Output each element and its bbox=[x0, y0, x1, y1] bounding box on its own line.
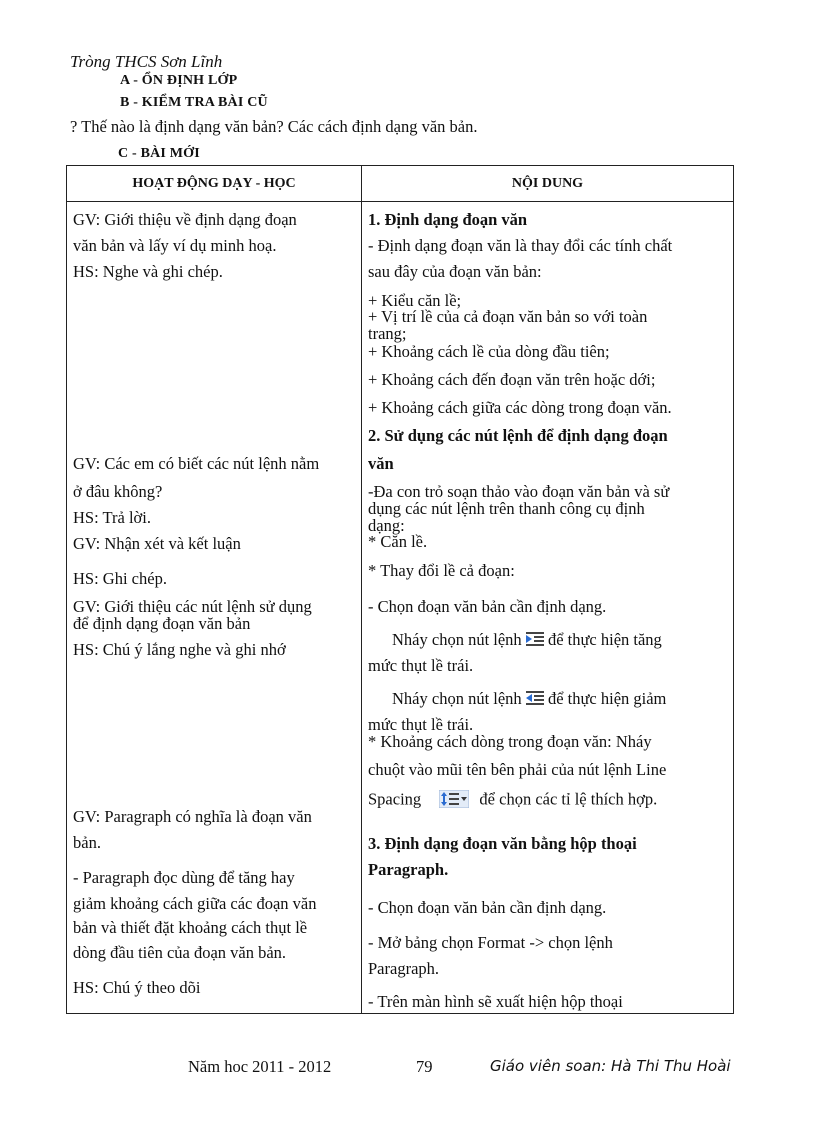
right-line: - Chọn đoạn văn bản cần định dạng. bbox=[368, 898, 607, 917]
increase-indent-icon bbox=[526, 632, 544, 650]
line-spacing-text: Spacing bbox=[368, 789, 422, 809]
right-line: mức thụt lề trái. bbox=[368, 715, 474, 734]
right-line: sau đây của đoạn văn bản: bbox=[368, 262, 542, 281]
left-line: giảm khoảng cách giữa các đoạn văn bbox=[73, 894, 317, 913]
right-line bbox=[392, 691, 666, 709]
line-spacing-icon bbox=[439, 790, 469, 812]
right-line: * Thay đổi lề cả đoạn: bbox=[368, 561, 515, 580]
left-line: ở đâu không? bbox=[73, 482, 163, 501]
right-line bbox=[368, 790, 657, 812]
footer-page-number: 79 bbox=[416, 1057, 433, 1076]
left-line: GV: Paragraph có nghĩa là đoạn văn bbox=[73, 807, 312, 826]
right-line: - Định dạng đoạn văn là thay đổi các tính chất bbox=[368, 236, 673, 255]
right-line: trang; bbox=[368, 324, 407, 343]
left-line: GV: Nhận xét và kết luận bbox=[73, 534, 241, 553]
left-line: HS: Trả lời. bbox=[73, 508, 151, 527]
activities-cell bbox=[67, 202, 362, 1014]
col-header-content: NỘI DUNG bbox=[362, 166, 734, 202]
school-name: Tròng THCS Sơn Lĩnh bbox=[70, 52, 223, 71]
right-line: - Trên màn hình sẽ xuất hiện hộp thoại bbox=[368, 992, 623, 1011]
line-spacing-text-2: để chọn các tỉ lệ thích hợp. bbox=[479, 789, 658, 809]
heading-2-line1: 2. Sử dụng các nút lệnh để định dạng đoạn bbox=[368, 426, 668, 445]
lesson-table bbox=[66, 165, 734, 1014]
decrease-indent-text: Nháy chọn nút lệnh bbox=[392, 689, 522, 708]
right-line: mức thụt lề trái. bbox=[368, 656, 474, 675]
heading-1: 1. Định dạng đoạn văn bbox=[368, 210, 528, 229]
right-line: - Chọn đoạn văn bản cần định dạng. bbox=[368, 597, 607, 616]
right-line bbox=[392, 632, 662, 650]
left-line: HS: Ghi chép. bbox=[73, 569, 167, 588]
content-cell bbox=[362, 202, 734, 1014]
right-line: Paragraph. bbox=[368, 959, 440, 978]
right-line: + Khoảng cách đến đoạn văn trên hoặc dới; bbox=[368, 370, 656, 389]
left-line: dòng đầu tiên của đoạn văn bản. bbox=[73, 943, 287, 962]
decrease-indent-text-2: để thực hiện giảm bbox=[547, 689, 667, 708]
right-line: + Khoảng cách lề của dòng đầu tiên; bbox=[368, 342, 610, 361]
section-c-heading: C - BÀI MỚI bbox=[118, 146, 200, 161]
left-line: HS: Chú ý theo dõi bbox=[73, 978, 201, 997]
right-line: * Căn lề. bbox=[368, 532, 428, 551]
left-line: HS: Chú ý lắng nghe và ghi nhớ bbox=[73, 640, 286, 659]
right-line: dạng: bbox=[368, 516, 405, 535]
heading-3-line2: Paragraph. bbox=[368, 860, 449, 879]
left-line: bản. bbox=[73, 833, 101, 852]
left-line: GV: Giới thiệu về định dạng đoạn bbox=[73, 210, 297, 229]
right-line: + Khoảng cách giữa các dòng trong đoạn văn. bbox=[368, 398, 672, 417]
right-line: dụng các nút lệnh trên thanh công cụ định bbox=[368, 499, 645, 518]
left-line: bản và thiết đặt khoảng cách thụt lề bbox=[73, 918, 308, 937]
left-line: GV: Giới thiệu các nút lệnh sử dụng bbox=[73, 597, 312, 616]
right-line: + Kiểu căn lề; bbox=[368, 291, 462, 310]
heading-2-line2: văn bbox=[368, 454, 394, 473]
left-line: HS: Nghe và ghi chép. bbox=[73, 262, 223, 281]
col-header-activities: HOẠT ĐỘNG DẠY - HỌC bbox=[67, 166, 362, 202]
decrease-indent-icon bbox=[526, 691, 544, 709]
left-line: văn bản và lấy ví dụ minh hoạ. bbox=[73, 236, 277, 255]
footer-school-year: Năm hoc 2011 - 2012 bbox=[188, 1057, 332, 1076]
footer-teacher: Giáo viên soan: Hà Thi Thu Hoài bbox=[490, 1057, 731, 1075]
heading-3-line1: 3. Định dạng đoạn văn bằng hộp thoại bbox=[368, 834, 637, 853]
section-b-heading: B - KIỂM TRA BÀI CŨ bbox=[120, 95, 268, 110]
right-line: - Mở bảng chọn Format -> chọn lệnh bbox=[368, 933, 613, 952]
right-line: -Đa con trỏ soạn thảo vào đoạn văn bản và sử bbox=[368, 482, 670, 501]
right-line: * Khoảng cách dòng trong đoạn văn: Nháy bbox=[368, 732, 652, 751]
right-line: + Vị trí lề của cả đoạn văn bản so với toàn bbox=[368, 307, 648, 326]
review-question: ? Thế nào là định dạng văn bản? Các cách định dạng văn bản. bbox=[70, 117, 478, 136]
right-line: chuột vào mũi tên bên phải của nút lệnh Line bbox=[368, 760, 667, 779]
increase-indent-text: Nháy chọn nút lệnh bbox=[392, 630, 522, 649]
section-a-heading: A - ỔN ĐỊNH LỚP bbox=[120, 73, 238, 88]
left-line: - Paragraph đọc dùng để tăng hay bbox=[73, 868, 295, 887]
increase-indent-text-2: để thực hiện tăng bbox=[547, 630, 662, 649]
left-line: để định dạng đoạn văn bản bbox=[73, 614, 251, 633]
left-line: GV: Các em có biết các nút lệnh nằm bbox=[73, 454, 320, 473]
